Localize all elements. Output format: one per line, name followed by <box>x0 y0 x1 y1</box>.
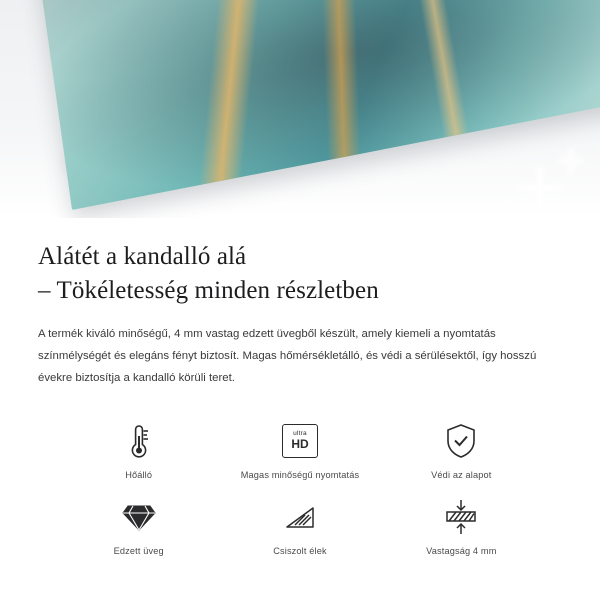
polished-edges-icon <box>283 494 317 540</box>
feature-item <box>58 494 219 556</box>
feature-label: Hőálló <box>125 469 153 480</box>
headline-line-1: Alátét a kandalló alá <box>38 243 247 270</box>
ultra-hd-badge-bottom: HD <box>291 437 309 452</box>
description-paragraph: A termék kiváló minőségű, 4 mm vastag edzett üvegből készült, amely kiemeli a nyomtatás színmélységét és elegáns fényt biztosít. Magas hőmérsékletálló, és védi a sérülésektől, így hosszú évekre biztosítja a kandalló körüli teret. <box>38 328 537 385</box>
description-content <box>0 218 600 556</box>
feature-label: Védi az alapot <box>431 469 492 480</box>
hero-image <box>0 0 600 218</box>
feature-item <box>219 418 380 480</box>
feature-label: Magas minőségű nyomtatás <box>240 469 360 480</box>
page-title <box>38 240 562 307</box>
ultra-hd-icon <box>282 418 318 464</box>
thermometer-icon <box>126 418 152 464</box>
feature-grid <box>38 418 562 556</box>
thickness-icon <box>443 494 479 540</box>
feature-item <box>58 418 219 480</box>
headline-line-2: – Tökéletesség minden részletben <box>38 276 379 304</box>
diamond-icon <box>120 494 158 540</box>
feature-item <box>219 494 380 556</box>
feature-label: Edzett üveg <box>113 545 164 556</box>
feature-item <box>381 494 542 556</box>
feature-label: Csiszolt élek <box>273 545 327 556</box>
ultra-hd-badge-top: ultra <box>293 429 307 437</box>
feature-label: Vastagság 4 mm <box>426 545 497 556</box>
shield-check-icon <box>444 418 478 464</box>
feature-item <box>381 418 542 480</box>
